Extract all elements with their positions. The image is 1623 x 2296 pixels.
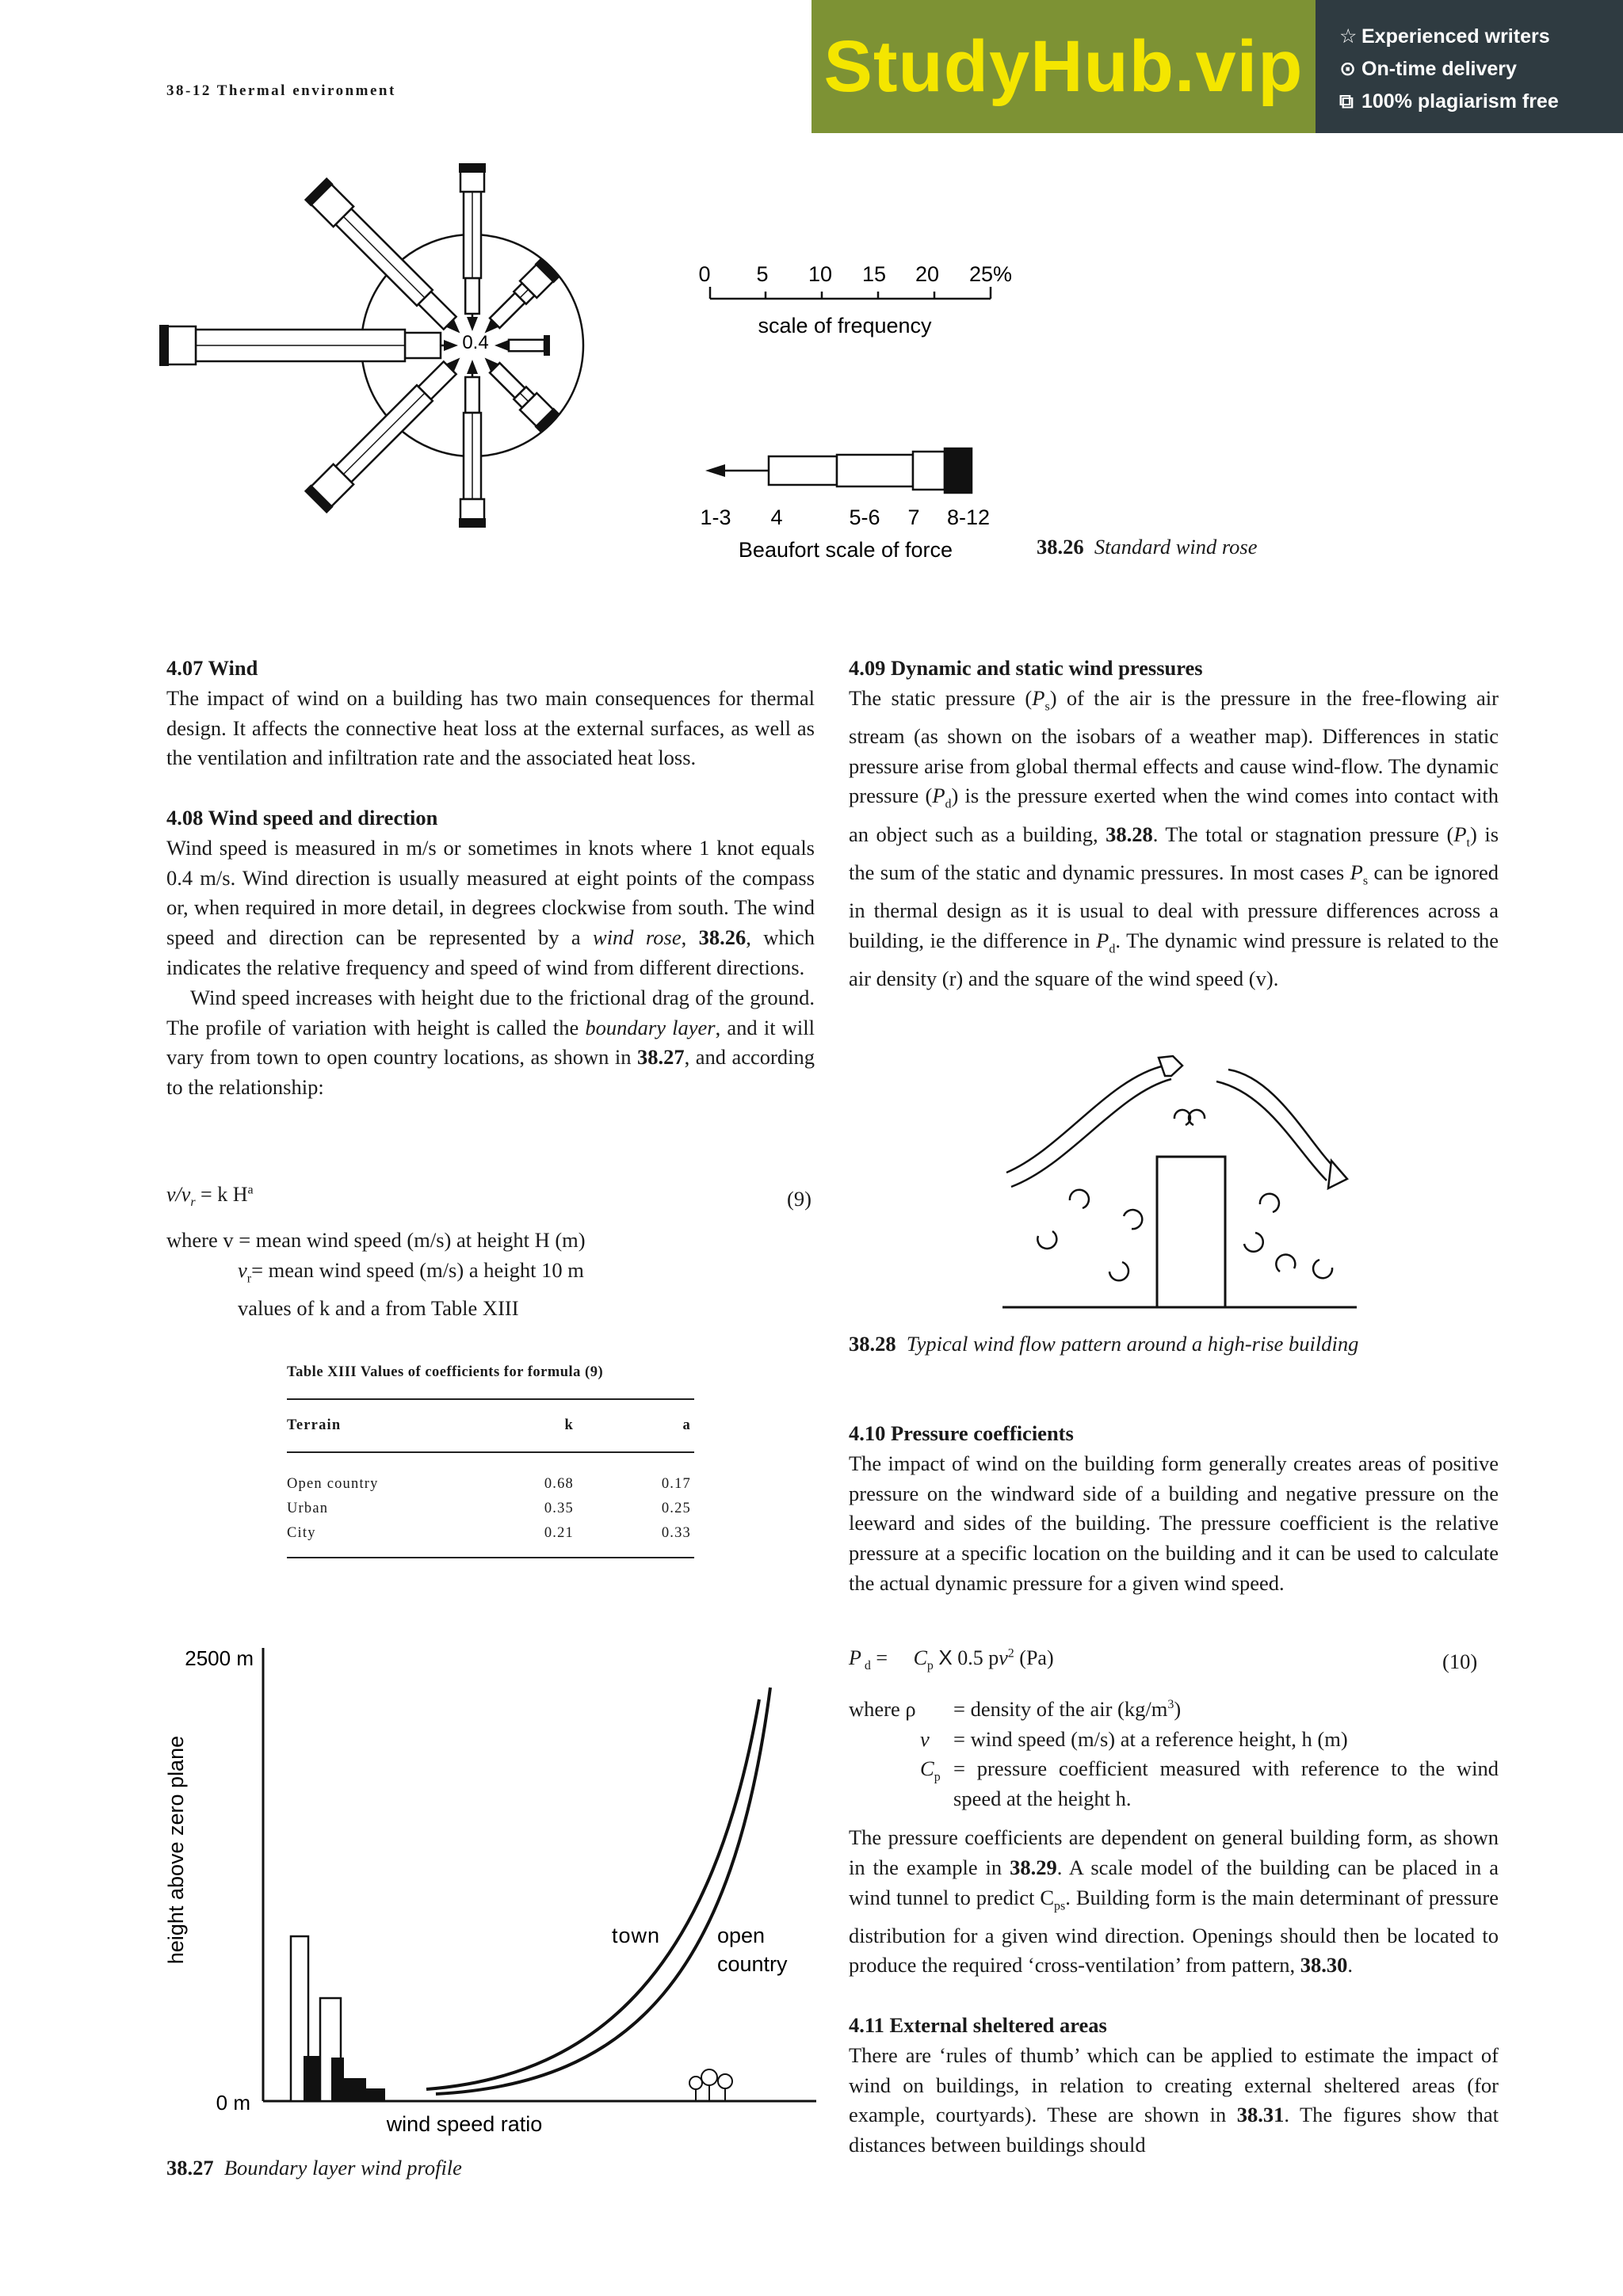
ad-feature (1339, 53, 1623, 86)
table-row: City 0.21 0.33 (287, 1525, 691, 1541)
formula-9-legend (166, 1226, 586, 1324)
wind-rose-arm (459, 163, 486, 331)
x-axis-label: wind speed ratio (386, 2112, 543, 2136)
figure-caption-38-28 (849, 1332, 1358, 1356)
wind-rose-arm (475, 257, 560, 342)
caption-text: Typical wind flow pattern around a high-rise building (906, 1332, 1359, 1356)
frequency-tick-label: 20 (915, 262, 940, 286)
frequency-tick-label: 5 (756, 262, 769, 286)
copy-icon: ⧉ (1339, 90, 1354, 113)
frequency-tick-label: 15 (861, 262, 887, 286)
figure-caption-38-27 (166, 2156, 462, 2180)
legend-line: values of k and a from Table XIII (238, 1295, 519, 1320)
beaufort-tick-label: 7 (907, 505, 920, 529)
formula-10: P $_d$ = $C_p$ X 0.5 $pv^2$ (Pa) (849, 1646, 1054, 1673)
town-buildings-icon (291, 1936, 385, 2101)
curve-label-open: open (717, 1924, 766, 1947)
table-row: Urban 0.35 0.25 (287, 1501, 691, 1516)
paragraph: There are ‘rules of thumb’ which can be applied to estimate the impact of wind on buildings, in relation to creating external sheltered areas (for example, courtyards). These are shown in 38.31. The figures show that distances between buildings should (849, 2042, 1499, 2157)
y-bottom-label: 0 m (216, 2091, 250, 2115)
legend-line: where ρ = density of the air $(kg/m^3)$ (849, 1696, 1182, 1721)
formula-number: (10) (1442, 1650, 1478, 1673)
wind-rose-figure (158, 135, 1347, 578)
caption-text: Standard wind rose (1094, 535, 1258, 559)
formula-10-legend (849, 1690, 1499, 1814)
figure-reference: 38.28 (1106, 822, 1153, 846)
frequency-tick-label: 25% (968, 262, 1013, 286)
wind-rose-arm (304, 177, 472, 345)
beaufort-tick-label: 5-6 (849, 505, 880, 529)
table-caption: Table XIII Values of coefficients for formula (9) (287, 1364, 604, 1380)
wind-rose-arm (304, 346, 472, 513)
right-column-bottom (849, 1823, 1499, 2161)
ad-feature-label: Experienced writers (1361, 25, 1550, 48)
ad-features (1316, 0, 1623, 133)
legend-line: v = wind speed (m/s) at a reference height, h (m) (920, 1726, 1348, 1751)
trees-icon (689, 2069, 732, 2101)
table-header: k (564, 1417, 574, 1433)
legend-line: $C_p$ = pressure coefficient measured with reference to the wind speed at the height h. (920, 1756, 1499, 1811)
beaufort-scale-label: Beaufort scale of force (738, 538, 953, 562)
figure-reference: 38.27 (636, 1045, 685, 1070)
figure-reference: 38.29 (1010, 1855, 1057, 1879)
wind-rose-arm (495, 335, 550, 356)
y-axis-label: height above zero plane (164, 1735, 188, 1965)
caption-number: 38.27 (166, 2156, 214, 2180)
figure-reference: 38.30 (1300, 1953, 1348, 1978)
formula-9: $v/v_r = k$ $H^a$ (166, 1183, 254, 1210)
paragraph: The pressure coefficients are dependent on general building form, as shown in the example in 38.29. A scale model of the building can be placed in a wind tunnel to predict $C_{ps}$. Building form is the main determinant of pressure distribution for a given wind direction. Openings should then be located to produce the required ‘cross-ventilation’ from pattern, 38.30. (849, 1825, 1499, 1978)
paragraph: The static pressure $(P_s)$ of the air is the pressure in the free-flowing air stream (as shown on the isobars of a weather map). Differences in static pressure arise from global thermal effects and cause wind-flow. The dynamic pressure $(P_d)$ is the pressure exerted when the wind comes into contact with an object such as a building, 38.28. The total or stagnation pressure $(P_t)$ is the sum of the static and dynamic pressures. In most cases $P_s$ can be ignored in thermal design as it is usual to deal with pressure differences across a building, ie the difference in $P_d$. The dynamic wind pressure is related to the air density (r) and the square of the wind speed (v). (849, 685, 1499, 990)
ad-feature-label: On-time delivery (1361, 58, 1517, 80)
town-profile-curve (426, 1699, 759, 2089)
frequency-tick-label: 10 (808, 262, 833, 286)
ad-feature (1339, 21, 1623, 53)
star-icon: ☆ (1339, 25, 1358, 48)
left-column (166, 654, 815, 1103)
wind-rose-arm (459, 360, 486, 528)
high-rise-building (1157, 1157, 1225, 1307)
section-heading-4-10: 4.10 Pressure coefficients (849, 1421, 1074, 1445)
table-header: a (682, 1417, 691, 1433)
paragraph: Wind speed increases with height due to the frictional drag of the ground. The profile of variation with height is called the boundary layer, and it will vary from town to open country locations, as shown in 38.27, and according to the relationship: (166, 985, 815, 1100)
figure-caption-38-26 (1037, 535, 1258, 559)
beaufort-tick-label: 1-3 (700, 505, 731, 529)
boundary-layer-figure (158, 1632, 832, 2155)
frequency-scale (698, 262, 1012, 338)
ad-banner[interactable] (812, 0, 1623, 133)
wind-rose-center-value: 0.4 (462, 332, 489, 353)
running-head: 38-12 Thermal environment (166, 82, 396, 99)
figure-reference: 38.26 (698, 925, 747, 950)
table-header: Terrain (287, 1417, 342, 1433)
beaufort-tick-label: 4 (770, 505, 783, 529)
caption-text: Boundary layer wind profile (223, 2156, 462, 2180)
paragraph: The impact of wind on a building has two main consequences for thermal design. It affects the connective heat loss at the external surfaces, as well as the ventilation and infiltration rate and the associated heat loss. (166, 685, 815, 770)
paragraph: The impact of wind on the building form generally creates areas of positive pressure on the windward side of a building and negative pressure on the leeward and sides of the building. The pressure coefficient is the relative pressure at a specific location on the building and it can be used to calculate the actual dynamic pressure for a given wind speed. (849, 1451, 1499, 1595)
caption-number: 38.28 (849, 1332, 896, 1356)
ad-logo-box[interactable] (812, 0, 1316, 133)
section-heading-4-08: 4.08 Wind speed and direction (166, 805, 438, 830)
section-heading-4-07: 4.07 Wind (166, 656, 258, 680)
studyhub-logo[interactable]: StudyHub.vip (823, 25, 1304, 107)
right-column-top (849, 654, 1499, 994)
section-heading-4-11: 4.11 External sheltered areas (849, 2013, 1107, 2038)
section-heading-4-09: 4.09 Dynamic and static wind pressures (849, 656, 1203, 680)
open-country-profile-curve (436, 1688, 770, 2094)
wind-rose-arms (159, 163, 560, 528)
wind-rose-arm (475, 349, 560, 433)
curve-label-country: country (717, 1952, 788, 1976)
figure-reference: 38.31 (1236, 2103, 1285, 2127)
formula-number: (9) (787, 1187, 812, 1211)
frequency-tick-label: 0 (698, 262, 711, 286)
frequency-scale-label: scale of frequency (758, 314, 932, 338)
table-header-row (287, 1417, 694, 1434)
wind-flow-figure (991, 1046, 1371, 1315)
clock-icon: ⊙ (1339, 58, 1356, 80)
wind-rose-arm (159, 325, 458, 366)
legend-line: $v_r=$ mean wind speed (m/s) a height 10 m (238, 1257, 584, 1286)
y-top-label: 2500 m (185, 1646, 254, 1670)
beaufort-scale (700, 448, 990, 562)
right-column-section-4-10 (849, 1419, 1499, 1599)
ad-feature (1339, 86, 1623, 118)
caption-number: 38.26 (1037, 535, 1084, 559)
beaufort-tick-label: 8-12 (946, 505, 991, 529)
curve-label-town: town (612, 1924, 661, 1947)
table-xiii (287, 1364, 694, 1558)
table-row: Open country 0.68 0.17 (287, 1476, 691, 1492)
ad-feature-label: 100% plagiarism free (1361, 90, 1559, 113)
paragraph: Wind speed is measured in m/s or sometimes in knots where 1 knot equals 0.4 m/s. Wind direction is usually measured at eight points of the compass or, when required in more detail, in degrees clockwise from south. The wind speed and direction can be represented by a wind rose, 38.26, which indicates the relative frequency and speed of wind from different directions. (166, 835, 815, 979)
legend-line: where v = mean wind speed (m/s) at height H (m) (166, 1228, 586, 1252)
